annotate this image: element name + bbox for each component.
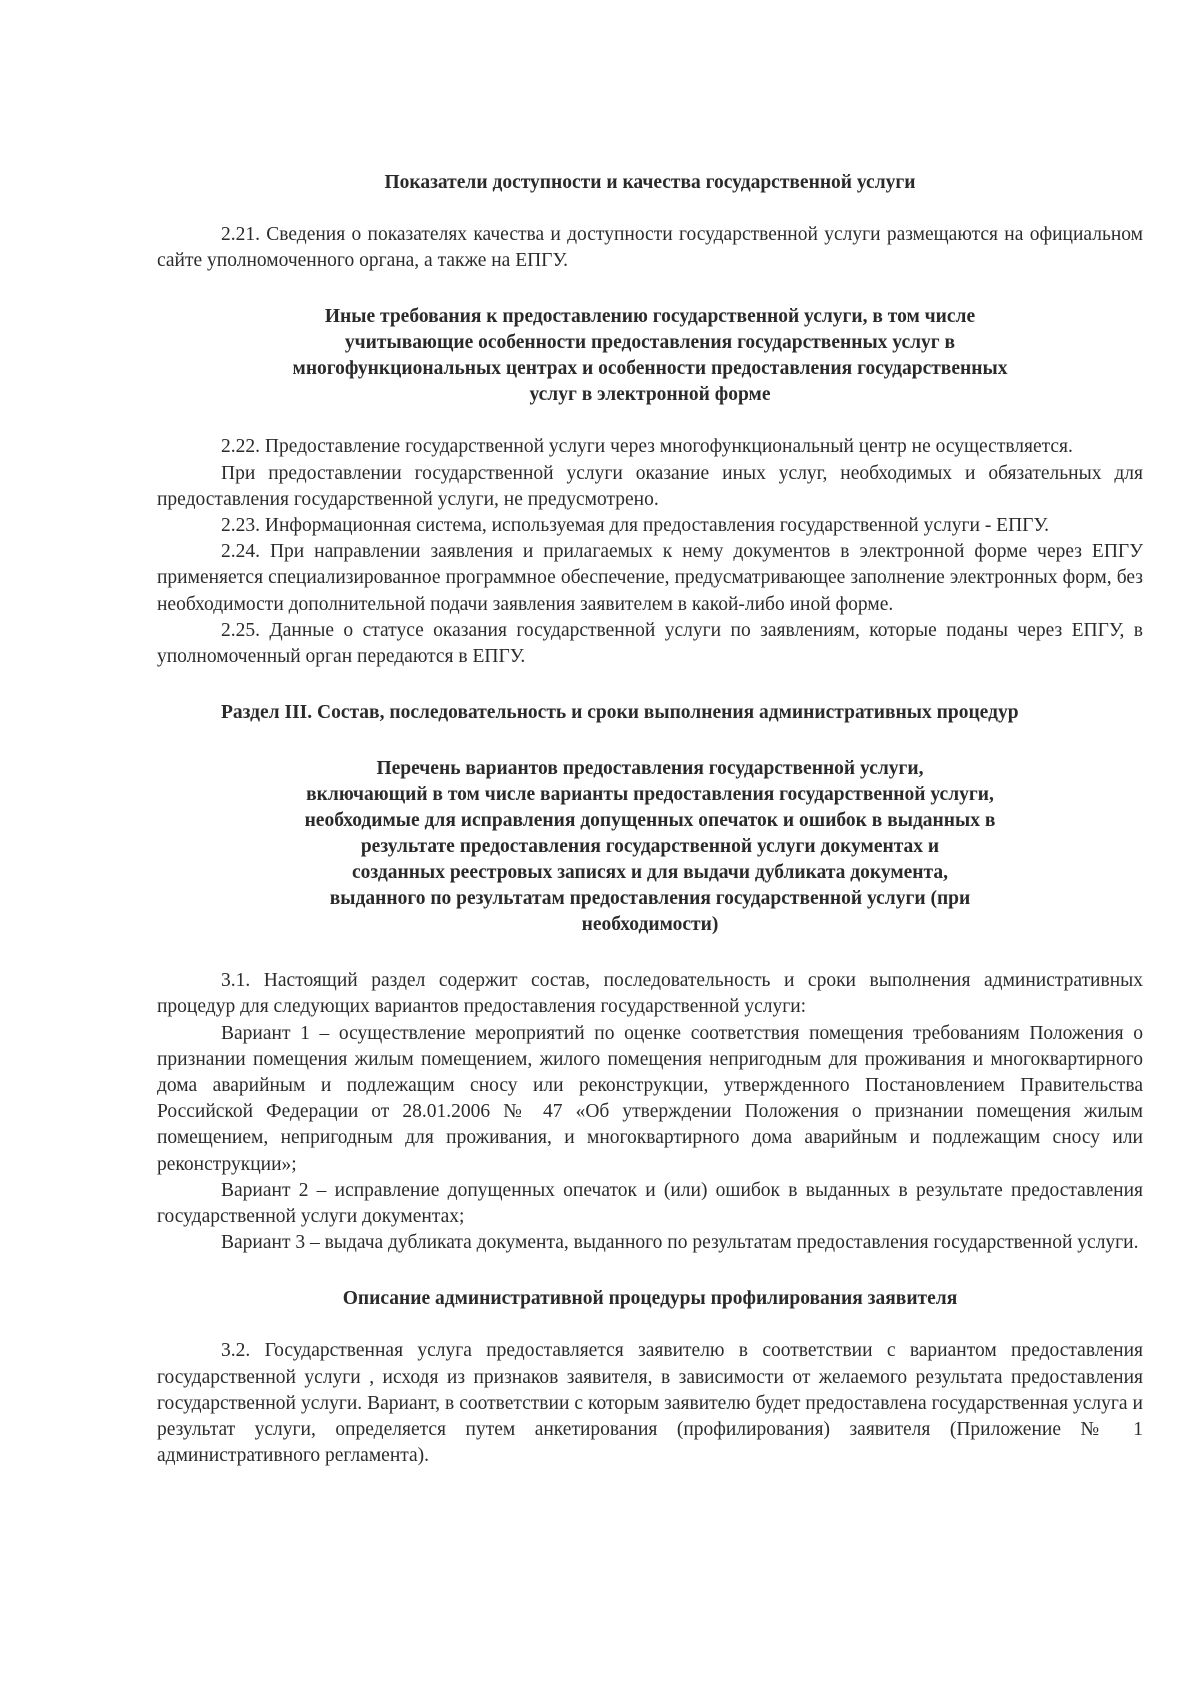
heading-line: услуг в электронной форме — [529, 384, 771, 406]
heading-line: необходимости) — [581, 914, 719, 936]
heading-profiling-procedure: Описание административной процедуры профилирования заявителя — [342, 1288, 958, 1310]
heading-variants-list — [157, 756, 1143, 938]
paragraph-3-1: 3.1. Настоящий раздел содержит состав, последовательность и сроки выполнения административных процедур для следующих вариантов предоставления государственной услуги: — [157, 970, 1143, 1018]
paragraph-2-23: 2.23. Информационная система, используемая для предоставления государственной услуги - ЕПГУ. — [221, 515, 1049, 537]
document-page — [157, 170, 1143, 1469]
heading-line: учитывающие особенности предоставления государственных услуг в — [344, 332, 956, 354]
paragraph-2-22-additional: При предоставлении государственной услуги оказание иных услуг, необходимых и обязательных для предоставления государственной услуги, не предусмотрено. — [157, 462, 1143, 510]
paragraph-2-22: 2.22. Предоставление государственной услуги через многофункциональный центр не осуществляется. — [221, 436, 1073, 458]
paragraph-2-25: 2.25. Данные о статусе оказания государственной услуги по заявлениям, которые поданы через ЕПГУ, в уполномоченный орган передаются в ЕПГУ. — [157, 619, 1143, 668]
heading-line: созданных реестровых записях и для выдачи дубликата документа, — [352, 862, 948, 884]
paragraph-3-2: 3.2. Государственная услуга предоставляется заявителю в соответствии с вариантом предоставления государственной услуги , исходя из признаков заявителя, в зависимости от желаемого результата предоставления государственной услуги. Вариант, в соответствии с которым заявителю будет предоставлена государственная услуга и результат услуги, определяется путем анкетирования (профилирования) заявителя (Приложение № 1 административного регламента). — [157, 1340, 1143, 1467]
heading-line: выданного по результатам предоставления государственной услуги (при — [329, 888, 971, 910]
heading-line: Перечень вариантов предоставления государственной услуги, — [376, 758, 924, 780]
heading-accessibility-quality: Показатели доступности и качества государственной услуги — [384, 172, 916, 193]
heading-line: включающий в том числе варианты предоставления государственной услуги, — [306, 784, 994, 806]
paragraph-3-1-variant-2: Вариант 2 – исправление допущенных опечаток и (или) ошибок в выданных в результате предоставления государственной услуги документах; — [157, 1179, 1143, 1228]
heading-line: Иные требования к предоставлению государственной услуги, в том числе — [324, 306, 976, 328]
heading-line: многофункциональных центрах и особенности предоставления государственных — [292, 358, 1008, 380]
heading-line: результате предоставления государственной услуги документах и — [360, 836, 940, 858]
heading-line: необходимые для исправления допущенных опечаток и ошибок в выданных в — [304, 810, 996, 832]
paragraph-2-21: 2.21. Сведения о показателях качества и доступности государственной услуги размещаются на официальном сайте уполномоченного органа, а также на ЕПГУ. — [157, 224, 1143, 272]
paragraph-3-1-variant-3: Вариант 3 – выдача дубликата документа, выданного по результатам предоставления государственной услуги. — [221, 1232, 1139, 1254]
paragraph-3-1-variant-1: Вариант 1 – осуществление мероприятий по оценке соответствия помещения требованиям Положения о признании помещения жилым помещением, жилого помещения непригодным для проживания и многоквартирного дома аварийным и подлежащим сносу или реконструкции, утвержденного Постановлением Правительства Российской Федерации от 28.01.2006 № 47 «Об утверждении Положения о признании помещения жилым помещением, непригодным для проживания, и многоквартирного дома аварийным и подлежащим сносу или реконструкции»; — [157, 1022, 1143, 1175]
heading-section-3: Раздел III. Состав, последовательность и сроки выполнения административных процедур — [221, 702, 1019, 724]
heading-other-requirements — [157, 304, 1143, 408]
paragraph-2-24: 2.24. При направлении заявления и прилагаемых к нему документов в электронной форме через ЕПГУ применяется специализированное программное обеспечение, предусматривающее заполнение электронных форм, без необходимости дополнительной подачи заявления заявителем в какой-либо иной форме. — [157, 541, 1143, 615]
